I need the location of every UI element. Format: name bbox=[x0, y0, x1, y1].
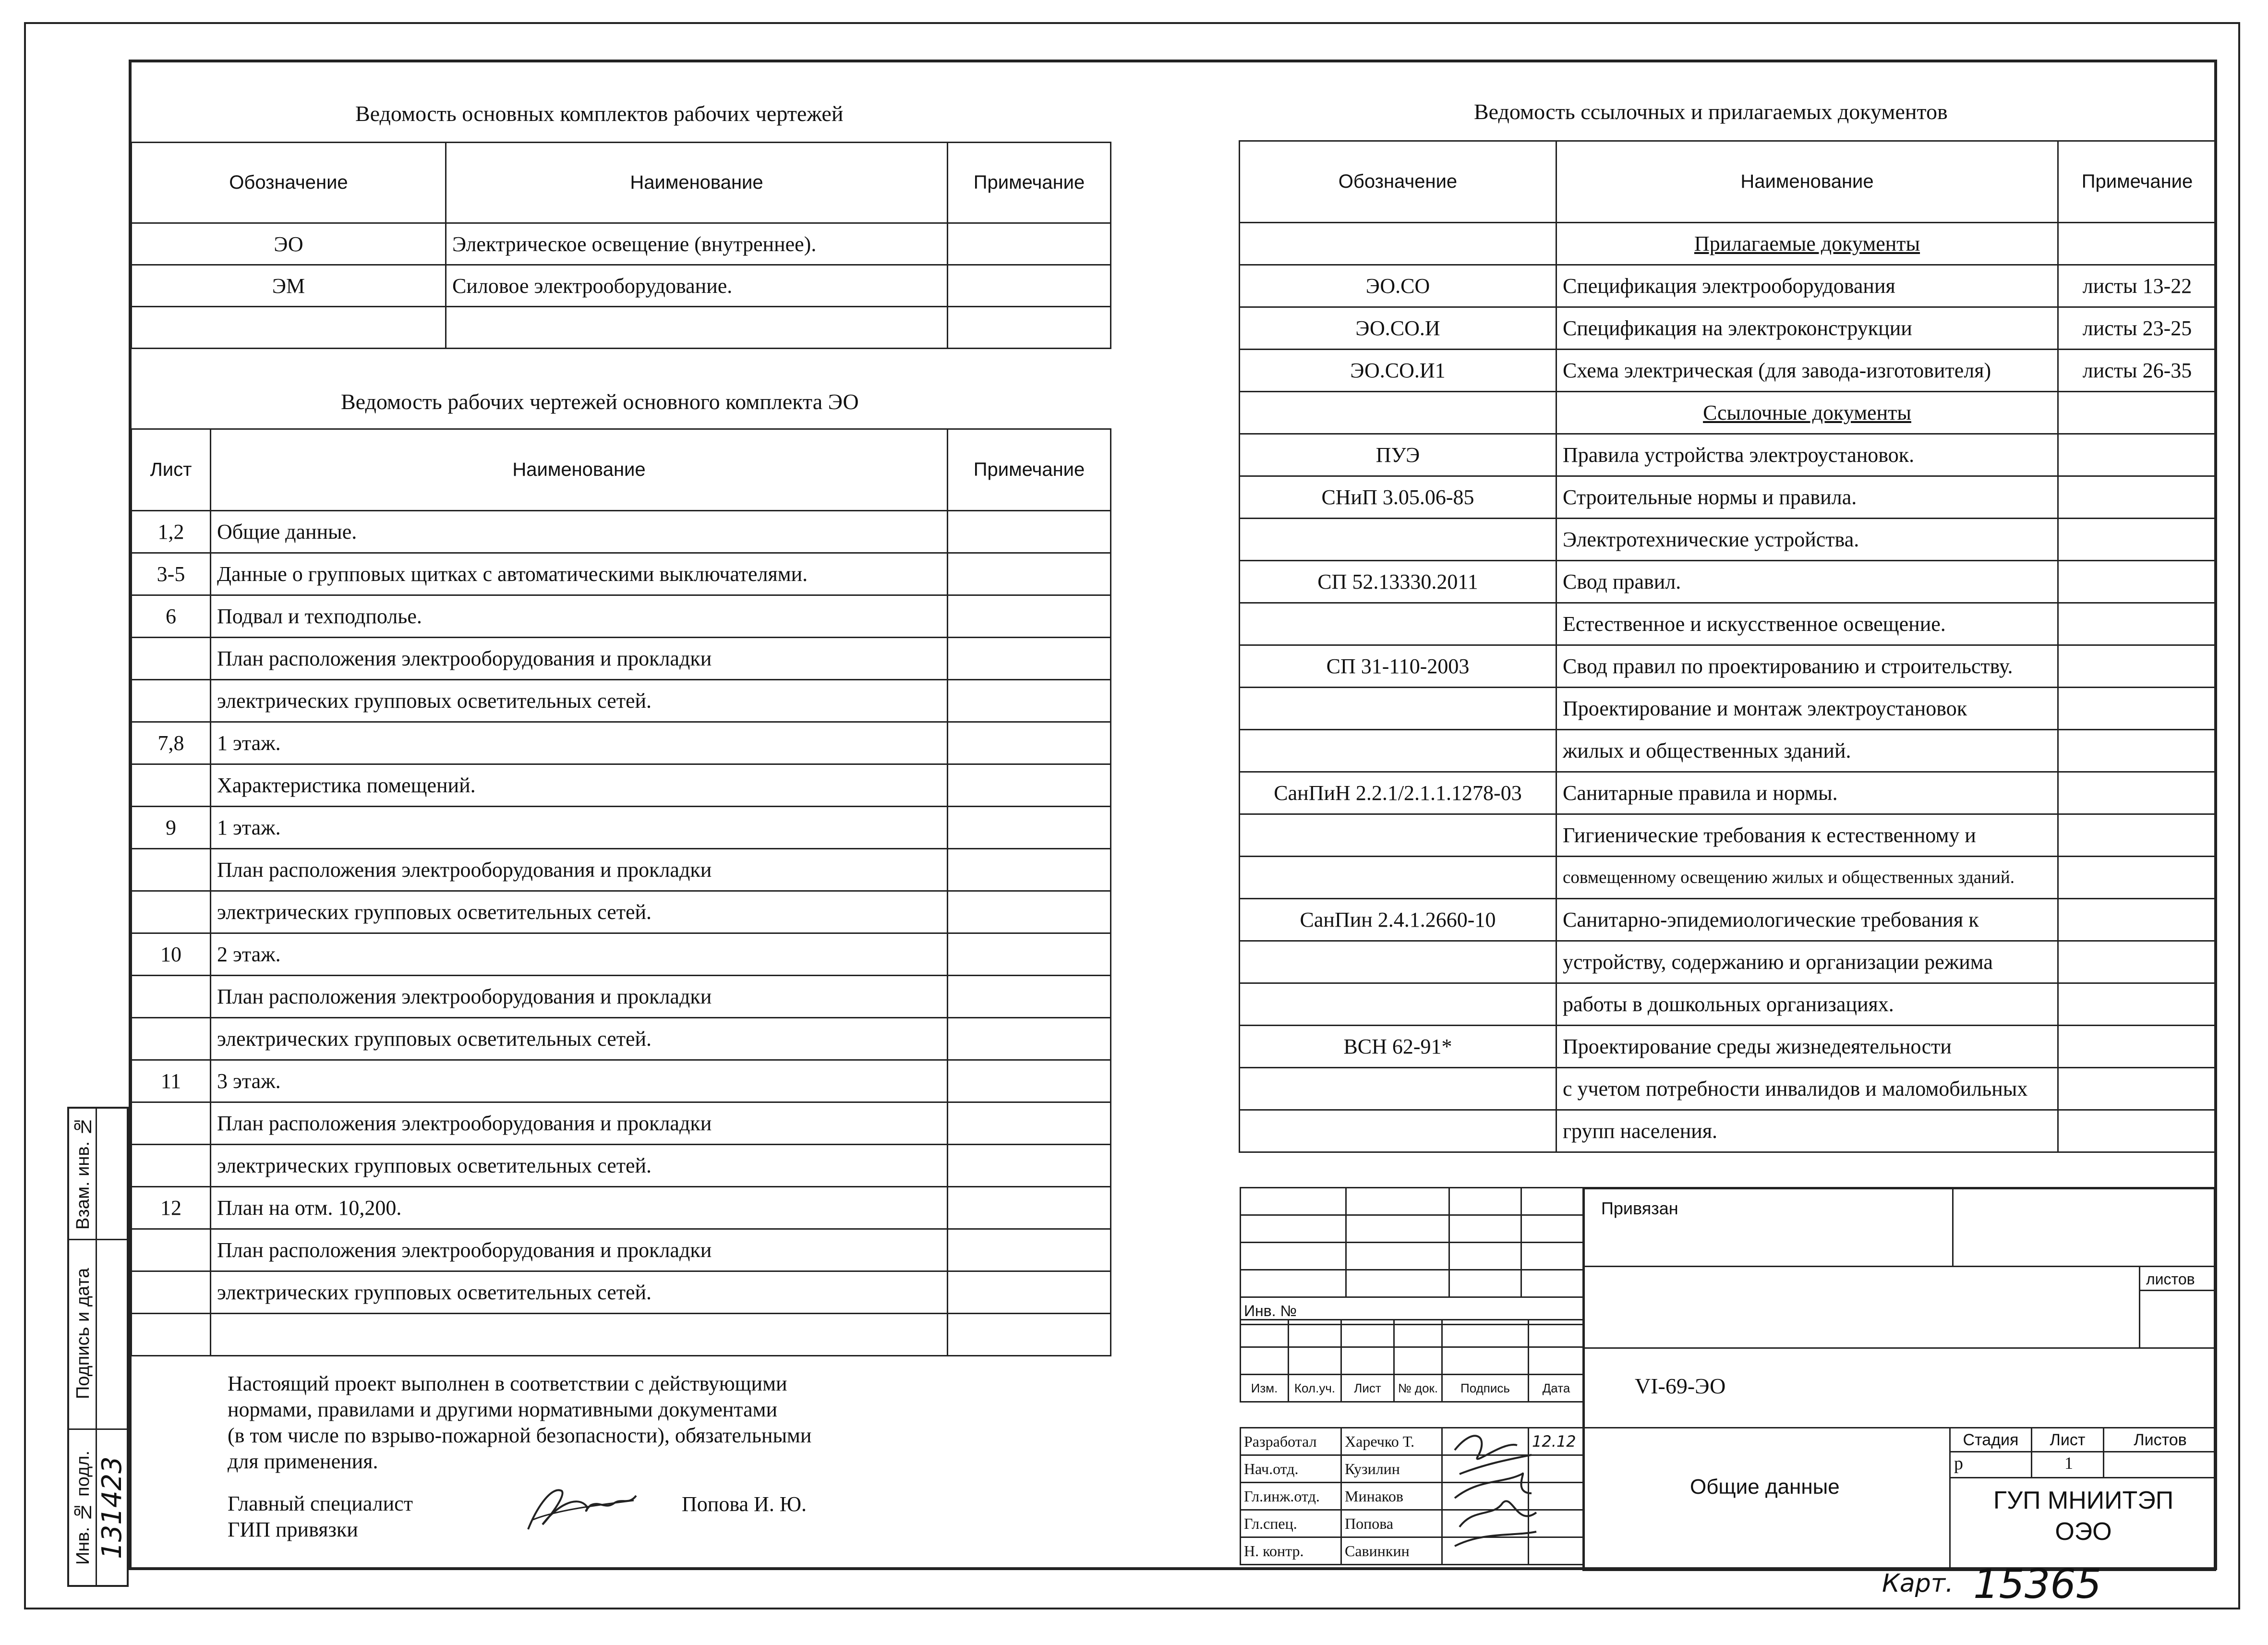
references-title: Ведомость ссылочных и прилагаемых документов bbox=[1474, 99, 1948, 124]
row-sheet bbox=[132, 764, 211, 807]
note-line: Настоящий проект выполнен в соответствии с действующими bbox=[228, 1372, 787, 1395]
row-note bbox=[948, 976, 1111, 1018]
row-name: Электротехнические устройства. bbox=[1556, 519, 2058, 561]
row-name: План расположения электрооборудования и прокладки bbox=[211, 849, 948, 891]
stamp-grid bbox=[1240, 1187, 1585, 1325]
row-note bbox=[948, 722, 1111, 764]
row-sheet bbox=[132, 680, 211, 722]
row-sheet: 11 bbox=[132, 1060, 211, 1102]
row-code: СанПиН 2.2.1/2.1.1.1278-03 bbox=[1240, 772, 1556, 814]
row-code bbox=[1240, 1068, 1556, 1110]
row-sheet bbox=[132, 1229, 211, 1271]
side-stamp-divider bbox=[67, 1239, 129, 1240]
row-code: ЭО.СО bbox=[1240, 265, 1556, 307]
row-note bbox=[948, 764, 1111, 807]
row-code bbox=[1240, 688, 1556, 730]
table-row bbox=[132, 1187, 1111, 1229]
row-sheet: 12 bbox=[132, 1187, 211, 1229]
stamp-sheet-title: Общие данные bbox=[1690, 1475, 1840, 1499]
row-name: Схема электрическая (для завода-изготовителя) bbox=[1556, 350, 2058, 392]
kart-number: 15365 bbox=[1973, 1560, 2102, 1608]
row-name: Спецификация электрооборудования bbox=[1556, 265, 2058, 307]
side-stamp-divider bbox=[67, 1428, 129, 1430]
row-code bbox=[1240, 941, 1556, 983]
signatory-name: Попова И. Ю. bbox=[682, 1492, 807, 1516]
row-name: 1 этаж. bbox=[211, 807, 948, 849]
column-header: Примечание bbox=[2058, 141, 2217, 223]
table-row bbox=[132, 1229, 1111, 1271]
table-row bbox=[132, 553, 1111, 595]
row-note bbox=[948, 680, 1111, 722]
table-row bbox=[132, 680, 1111, 722]
row-code: ЭО bbox=[132, 223, 446, 265]
stamp-header: Лист bbox=[1341, 1375, 1394, 1402]
row-name: групп населения. bbox=[1556, 1110, 2058, 1152]
table-row bbox=[132, 223, 1111, 265]
row-note bbox=[2058, 1026, 2217, 1068]
row-note bbox=[948, 307, 1111, 349]
row-sheet: 7,8 bbox=[132, 722, 211, 764]
row-sheet bbox=[132, 638, 211, 680]
row-note bbox=[2058, 688, 2217, 730]
row-note bbox=[948, 1102, 1111, 1145]
row-note bbox=[948, 1145, 1111, 1187]
row-code: ПУЭ bbox=[1240, 434, 1556, 476]
row-sheet: 9 bbox=[132, 807, 211, 849]
row-note bbox=[948, 1018, 1111, 1060]
row-note bbox=[948, 265, 1111, 307]
row-note: листы 13-22 bbox=[2058, 265, 2217, 307]
stamp-doc-code: VI-69-ЭО bbox=[1635, 1374, 1726, 1398]
table-row bbox=[1240, 350, 2217, 392]
side-podpis-label: Подпись и дата bbox=[73, 1268, 93, 1400]
row-note bbox=[2058, 941, 2217, 983]
row-name: 2 этаж. bbox=[211, 933, 948, 976]
row-name: План на отм. 10,200. bbox=[211, 1187, 948, 1229]
row-note bbox=[2058, 814, 2217, 857]
row-code bbox=[1240, 392, 1556, 434]
row-code: ВСН 62-91* bbox=[1240, 1026, 1556, 1068]
stamp-listov-label: листов bbox=[2146, 1270, 2195, 1288]
row-note bbox=[948, 553, 1111, 595]
column-header: Лист bbox=[132, 429, 211, 511]
table-row bbox=[1240, 857, 2217, 899]
table-row bbox=[132, 1060, 1111, 1102]
table-row bbox=[132, 722, 1111, 764]
column-header: Наименование bbox=[446, 143, 948, 223]
stamp-org-line2: ОЭО bbox=[2055, 1518, 2112, 1546]
table-row bbox=[1240, 814, 2217, 857]
row-code bbox=[1240, 983, 1556, 1026]
stamp-line bbox=[2139, 1266, 2140, 1347]
section-heading: Прилагаемые документы bbox=[1556, 223, 2058, 265]
row-note bbox=[2058, 730, 2217, 772]
row-note bbox=[2058, 772, 2217, 814]
table-row bbox=[1240, 1110, 2217, 1152]
table-row bbox=[1240, 561, 2217, 603]
row-code bbox=[1240, 814, 1556, 857]
row-note bbox=[2058, 1068, 2217, 1110]
person-name: Харечко Т. bbox=[1341, 1428, 1442, 1455]
row-note bbox=[948, 511, 1111, 553]
row-sheet bbox=[132, 1145, 211, 1187]
row-sheet: 10 bbox=[132, 933, 211, 976]
table-row bbox=[132, 764, 1111, 807]
row-name: План расположения электрооборудования и прокладки bbox=[211, 976, 948, 1018]
row-code: СП 31-110-2003 bbox=[1240, 645, 1556, 688]
row-note bbox=[948, 1187, 1111, 1229]
row-name: с учетом потребности инвалидов и маломобильных bbox=[1556, 1068, 2058, 1110]
row-note bbox=[948, 1229, 1111, 1271]
stamp-header: Подпись bbox=[1442, 1375, 1529, 1402]
sheets-table bbox=[131, 428, 1111, 1356]
table-row bbox=[132, 265, 1111, 307]
row-code: ЭО.СО.И1 bbox=[1240, 350, 1556, 392]
table-row bbox=[1240, 899, 2217, 941]
row-note bbox=[948, 891, 1111, 933]
stamp-line bbox=[1949, 1451, 2216, 1452]
row-note bbox=[2058, 519, 2217, 561]
row-code bbox=[1240, 223, 1556, 265]
row-code bbox=[1240, 519, 1556, 561]
column-header: Наименование bbox=[211, 429, 948, 511]
table-row bbox=[1240, 519, 2217, 561]
row-name: Гигиенические требования к естественному и bbox=[1556, 814, 2058, 857]
row-note bbox=[948, 595, 1111, 638]
section-heading: Ссылочные документы bbox=[1556, 392, 2058, 434]
row-note bbox=[2058, 561, 2217, 603]
table-row bbox=[132, 1271, 1111, 1314]
column-header: Обозначение bbox=[132, 143, 446, 223]
row-name: Общие данные. bbox=[211, 511, 948, 553]
note-line: (в том числе по взрыво-пожарной безопасности), обязательными bbox=[228, 1424, 812, 1447]
row-note: листы 26-35 bbox=[2058, 350, 2217, 392]
column-header: Примечание bbox=[948, 143, 1111, 223]
row-note bbox=[948, 807, 1111, 849]
table-row bbox=[1240, 983, 2217, 1026]
table-row bbox=[1240, 730, 2217, 772]
table-row bbox=[1240, 392, 2217, 434]
person-role: Гл.инж.отд. bbox=[1241, 1483, 1341, 1510]
table-row bbox=[132, 595, 1111, 638]
row-name: Строительные нормы и правила. bbox=[1556, 476, 2058, 519]
table-row bbox=[132, 1102, 1111, 1145]
stamp-line bbox=[1582, 1266, 2216, 1267]
project-note bbox=[228, 1371, 811, 1475]
person-role: Гл.спец. bbox=[1241, 1510, 1341, 1537]
row-note bbox=[2058, 899, 2217, 941]
column-header: Обозначение bbox=[1240, 141, 1556, 223]
stamp-sheets-label: Листов bbox=[2134, 1431, 2187, 1449]
person-name: Минаков bbox=[1341, 1483, 1442, 1510]
row-name: совмещенному освещению жилых и общественных зданий. bbox=[1556, 857, 2058, 899]
table-row bbox=[1240, 645, 2217, 688]
row-name: Естественное и искусственное освещение. bbox=[1556, 603, 2058, 645]
stamp-line bbox=[1952, 1187, 1954, 1266]
person-role: Нач.отд. bbox=[1241, 1455, 1341, 1483]
stamp-privyazan: Привязан bbox=[1601, 1198, 1678, 1218]
table-row bbox=[132, 307, 1111, 349]
row-sheet bbox=[132, 1018, 211, 1060]
table-row bbox=[132, 976, 1111, 1018]
main-sets-table bbox=[131, 142, 1111, 349]
row-note bbox=[2058, 476, 2217, 519]
row-code: ЭО.СО.И bbox=[1240, 307, 1556, 350]
table-row bbox=[1240, 603, 2217, 645]
column-header: Наименование bbox=[1556, 141, 2058, 223]
row-name: электрических групповых осветительных сетей. bbox=[211, 891, 948, 933]
row-sheet: 6 bbox=[132, 595, 211, 638]
row-name: электрических групповых осветительных сетей. bbox=[211, 1018, 948, 1060]
row-note bbox=[2058, 645, 2217, 688]
row-name: устройству, содержанию и организации режима bbox=[1556, 941, 2058, 983]
row-sheet bbox=[132, 1102, 211, 1145]
table-row bbox=[132, 1314, 1111, 1356]
row-sheet bbox=[132, 849, 211, 891]
table-row bbox=[132, 1145, 1111, 1187]
row-code: СНиП 3.05.06-85 bbox=[1240, 476, 1556, 519]
row-name: Свод правил по проектированию и строительству. bbox=[1556, 645, 2058, 688]
column-header: Примечание bbox=[948, 429, 1111, 511]
row-note bbox=[948, 638, 1111, 680]
row-note bbox=[948, 223, 1111, 265]
row-name bbox=[446, 307, 948, 349]
stamp-sheet-label: Лист bbox=[2050, 1431, 2086, 1449]
table-row bbox=[132, 807, 1111, 849]
row-note bbox=[2058, 392, 2217, 434]
row-code bbox=[1240, 730, 1556, 772]
table-row bbox=[1240, 476, 2217, 519]
row-sheet bbox=[132, 1314, 211, 1356]
note-line: нормами, правилами и другими нормативными документами bbox=[228, 1398, 777, 1421]
role-chief-specialist: Главный специалист bbox=[228, 1492, 413, 1515]
table-row bbox=[132, 511, 1111, 553]
main-sets-title: Ведомость основных комплектов рабочих чертежей bbox=[355, 101, 844, 126]
row-code bbox=[132, 307, 446, 349]
row-code: СП 52.13330.2011 bbox=[1240, 561, 1556, 603]
person-role: Н. контр. bbox=[1241, 1537, 1341, 1565]
person-name: Кузилин bbox=[1341, 1455, 1442, 1483]
stamp-header: Изм. bbox=[1241, 1375, 1289, 1402]
row-code: ЭМ bbox=[132, 265, 446, 307]
row-name: Характеристика помещений. bbox=[211, 764, 948, 807]
side-vzam-label: Взам. инв. № bbox=[73, 1116, 93, 1230]
signatures-scribble bbox=[1445, 1421, 1541, 1560]
table-row bbox=[132, 933, 1111, 976]
row-name: электрических групповых осветительных сетей. bbox=[211, 1145, 948, 1187]
stamp-stage-label: Стадия bbox=[1963, 1431, 2019, 1449]
row-name: 1 этаж. bbox=[211, 722, 948, 764]
row-code: СанПин 2.4.1.2660-10 bbox=[1240, 899, 1556, 941]
row-note bbox=[2058, 857, 2217, 899]
person-date: 12.12 bbox=[1529, 1428, 1584, 1455]
row-name: работы в дошкольных организациях. bbox=[1556, 983, 2058, 1026]
row-note bbox=[948, 933, 1111, 976]
row-name: План расположения электрооборудования и прокладки bbox=[211, 638, 948, 680]
row-name: электрических групповых осветительных сетей. bbox=[211, 1271, 948, 1314]
row-name: 3 этаж. bbox=[211, 1060, 948, 1102]
stamp-line bbox=[2139, 1290, 2216, 1291]
table-row bbox=[1240, 688, 2217, 730]
table-row bbox=[132, 849, 1111, 891]
row-note bbox=[2058, 223, 2217, 265]
row-code bbox=[1240, 857, 1556, 899]
row-name: Санитарные правила и нормы. bbox=[1556, 772, 2058, 814]
table-row bbox=[132, 638, 1111, 680]
role-gip: ГИП привязки bbox=[228, 1518, 358, 1541]
row-name: Проектирование среды жизнедеятельности bbox=[1556, 1026, 2058, 1068]
row-name: Данные о групповых щитках с автоматическими выключателями. bbox=[211, 553, 948, 595]
row-name: электрических групповых осветительных сетей. bbox=[211, 680, 948, 722]
table-row bbox=[1240, 1026, 2217, 1068]
row-name: жилых и общественных зданий. bbox=[1556, 730, 2058, 772]
side-inv-label: Инв. № подл. bbox=[73, 1451, 93, 1565]
row-code bbox=[1240, 603, 1556, 645]
signatory-roles bbox=[228, 1491, 413, 1543]
stamp-sheet-value: 1 bbox=[2064, 1453, 2073, 1473]
stamp-org-line1: ГУП МНИИТЭП bbox=[1993, 1487, 2174, 1514]
row-sheet bbox=[132, 891, 211, 933]
row-note bbox=[948, 1060, 1111, 1102]
references-table bbox=[1239, 140, 2217, 1153]
row-name: Силовое электрооборудование. bbox=[446, 265, 948, 307]
row-note bbox=[2058, 983, 2217, 1026]
kart-label: Карт. bbox=[1882, 1569, 1954, 1598]
row-note: листы 23-25 bbox=[2058, 307, 2217, 350]
stamp-line bbox=[1582, 1427, 2216, 1428]
row-name bbox=[211, 1314, 948, 1356]
row-note bbox=[2058, 603, 2217, 645]
row-note bbox=[2058, 1110, 2217, 1152]
row-sheet bbox=[132, 976, 211, 1018]
table-row bbox=[1240, 223, 2217, 265]
signature-popova bbox=[519, 1476, 643, 1539]
stamp-header: Кол.уч. bbox=[1289, 1375, 1341, 1402]
row-code bbox=[1240, 1110, 1556, 1152]
row-name: Санитарно-эпидемиологические требования к bbox=[1556, 899, 2058, 941]
stamp-inv-label: Инв. № bbox=[1241, 1297, 1584, 1325]
note-line: для применения. bbox=[228, 1450, 378, 1473]
table-row bbox=[1240, 772, 2217, 814]
sheets-title: Ведомость рабочих чертежей основного комплекта ЭО bbox=[341, 389, 859, 414]
stamp-header: № док. bbox=[1394, 1375, 1442, 1402]
person-role: Разработал bbox=[1241, 1428, 1341, 1455]
row-sheet: 3-5 bbox=[132, 553, 211, 595]
row-name: Правила устройства электроустановок. bbox=[1556, 434, 2058, 476]
row-name: План расположения электрооборудования и прокладки bbox=[211, 1229, 948, 1271]
table-row bbox=[1240, 1068, 2217, 1110]
stamp-line bbox=[1949, 1477, 2216, 1478]
table-row bbox=[1240, 265, 2217, 307]
table-row bbox=[1240, 941, 2217, 983]
row-name: План расположения электрооборудования и прокладки bbox=[211, 1102, 948, 1145]
stamp-signatures bbox=[1240, 1319, 1585, 1403]
table-row bbox=[1240, 434, 2217, 476]
row-name: Подвал и техподполье. bbox=[211, 595, 948, 638]
row-note bbox=[948, 1271, 1111, 1314]
side-inv-value: 131423 bbox=[97, 1456, 128, 1559]
row-note bbox=[948, 849, 1111, 891]
stamp-stage-value: р bbox=[1954, 1453, 1963, 1474]
table-row bbox=[132, 1018, 1111, 1060]
stamp-header: Дата bbox=[1529, 1375, 1584, 1402]
row-name: Электрическое освещение (внутреннее). bbox=[446, 223, 948, 265]
row-note bbox=[2058, 434, 2217, 476]
table-row bbox=[1240, 307, 2217, 350]
row-note bbox=[948, 1314, 1111, 1356]
row-sheet: 1,2 bbox=[132, 511, 211, 553]
row-name: Свод правил. bbox=[1556, 561, 2058, 603]
person-name: Попова bbox=[1341, 1510, 1442, 1537]
row-name: Проектирование и монтаж электроустановок bbox=[1556, 688, 2058, 730]
person-name: Савинкин bbox=[1341, 1537, 1442, 1565]
stamp-line bbox=[1582, 1347, 2216, 1349]
table-row bbox=[132, 891, 1111, 933]
row-sheet bbox=[132, 1271, 211, 1314]
row-name: Спецификация на электроконструкции bbox=[1556, 307, 2058, 350]
